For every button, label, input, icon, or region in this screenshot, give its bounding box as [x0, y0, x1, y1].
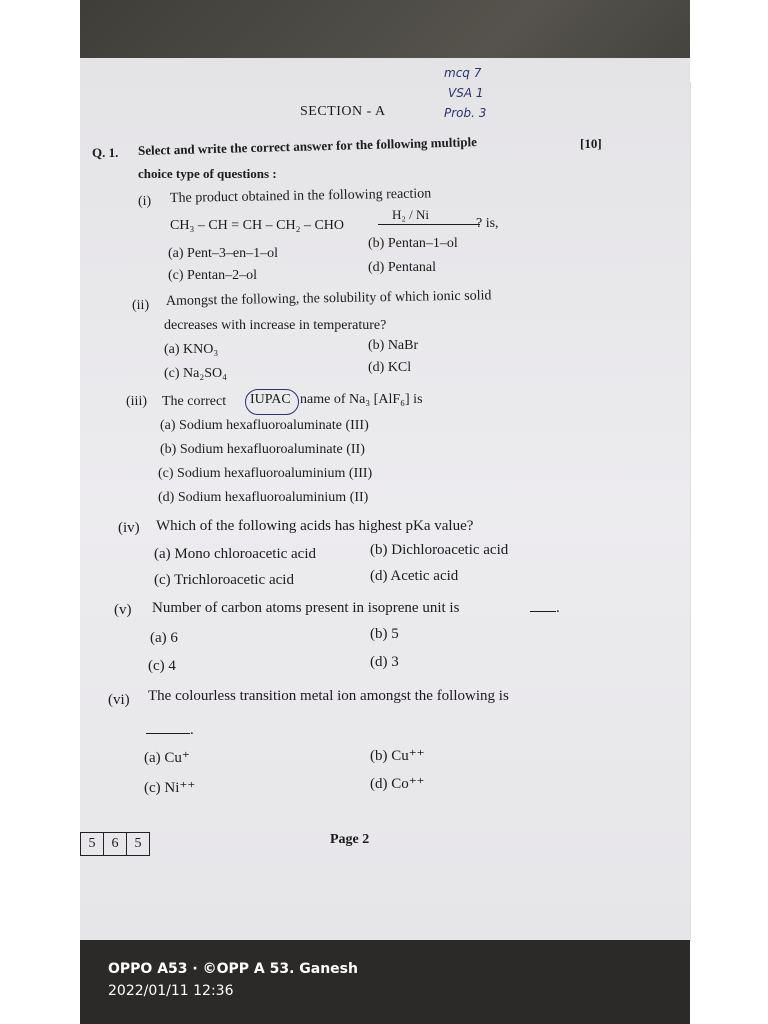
item-vi-option-c: (c) Ni⁺⁺	[144, 780, 196, 796]
page-code-box: 6	[103, 832, 127, 856]
item-iv-option-b: (b) Dichloroacetic acid	[370, 542, 509, 558]
item-ii-option-a: (a) KNO₃	[164, 342, 219, 357]
item-i-tail: ? is,	[476, 216, 499, 231]
item-iii-stem-iupac: IUPAC	[250, 392, 291, 407]
item-vi-blank: .	[146, 722, 194, 739]
item-vi-option-a: (a) Cu⁺	[144, 750, 190, 766]
item-ii-stem-1: Amongst the following, the solubility of which ionic solid	[165, 288, 492, 309]
item-v-option-a: (a) 6	[150, 630, 178, 646]
item-ii-option-d: (d) KCl	[368, 360, 412, 375]
page-code-boxes	[80, 832, 149, 856]
item-iv-option-a: (a) Mono chloroacetic acid	[154, 546, 317, 562]
item-ii-option-b: (b) NaBr	[368, 338, 419, 353]
question-text-1: Select and write the correct answer for the following multiple	[137, 134, 478, 158]
item-i-option-c: (c) Pentan–2–ol	[168, 268, 258, 283]
photo-bottom-area	[80, 940, 690, 1024]
item-ii-option-c: (c) Na₂SO₄	[164, 366, 228, 381]
item-ii-stem-2: decreases with increase in temperature?	[164, 318, 387, 333]
item-iii-option-b: (b) Sodium hexafluoroaluminate (II)	[160, 442, 365, 457]
item-iii-option-c: (c) Sodium hexafluoroaluminium (III)	[158, 466, 373, 481]
reaction-arrow	[378, 224, 480, 225]
item-v-option-d: (d) 3	[370, 654, 399, 670]
item-v-stem: Number of carbon atoms present in isoprene unit is	[152, 600, 460, 616]
section-title: SECTION - A	[300, 104, 386, 119]
item-vi-stem: The colourless transition metal ion amongst the following is	[148, 688, 509, 704]
item-i-reaction: CH₃ – CH = CH – CH₂ – CHO	[170, 218, 345, 233]
item-vi-option-b: (b) Cu⁺⁺	[370, 748, 425, 764]
left-margin	[0, 0, 80, 1024]
item-v-num: (v)	[114, 602, 132, 618]
item-iii-option-d: (d) Sodium hexafluoroaluminium (II)	[158, 490, 369, 505]
item-v-blank: .	[530, 600, 560, 617]
camera-watermark-device: OPPO A53 · ©OPP A 53. Ganesh	[108, 961, 358, 977]
handwritten-circle	[245, 389, 299, 415]
item-i-stem: The product obtained in the following reaction	[169, 186, 432, 206]
question-text-2: choice type of questions :	[138, 166, 277, 181]
handwritten-prob: Prob. 3	[444, 106, 487, 120]
item-iii-option-a: (a) Sodium hexafluoroaluminate (III)	[160, 418, 369, 433]
item-iii-stem-pre: The correct	[162, 394, 227, 409]
item-i-option-a: (a) Pent–3–en–1–ol	[168, 246, 279, 261]
item-i-reagent: H₂ / Ni	[392, 207, 430, 222]
question-number: Q. 1.	[92, 145, 119, 160]
item-i-option-d: (d) Pentanal	[368, 260, 437, 275]
item-iii-num: (iii)	[126, 394, 147, 409]
item-i-num: (i)	[138, 194, 152, 209]
page-code-box: 5	[80, 832, 104, 856]
item-iv-num: (iv)	[118, 520, 140, 536]
item-vi-num: (vi)	[108, 692, 130, 708]
page-code-box: 5	[126, 832, 150, 856]
item-ii-num: (ii)	[132, 298, 150, 313]
item-v-option-b: (b) 5	[370, 626, 399, 642]
item-iv-option-d: (d) Acetic acid	[370, 568, 459, 584]
page-label: Page 2	[330, 832, 370, 847]
item-iv-option-c: (c) Trichloroacetic acid	[154, 572, 294, 588]
item-vi-option-d: (d) Co⁺⁺	[370, 776, 425, 792]
handwritten-vsa: VSA 1	[448, 86, 484, 100]
item-iv-stem: Which of the following acids has highest pKa value?	[156, 518, 474, 534]
question-marks: [10]	[580, 136, 602, 151]
item-i-option-b: (b) Pentan–1–ol	[368, 236, 458, 251]
item-iii-stem-post: name of Na₃ [AlF₆] is	[300, 392, 423, 407]
item-v-option-c: (c) 4	[148, 658, 176, 674]
camera-watermark-timestamp: 2022/01/11 12:36	[108, 983, 234, 999]
handwritten-mcq: mcq 7	[444, 66, 482, 80]
right-margin	[690, 0, 768, 1024]
